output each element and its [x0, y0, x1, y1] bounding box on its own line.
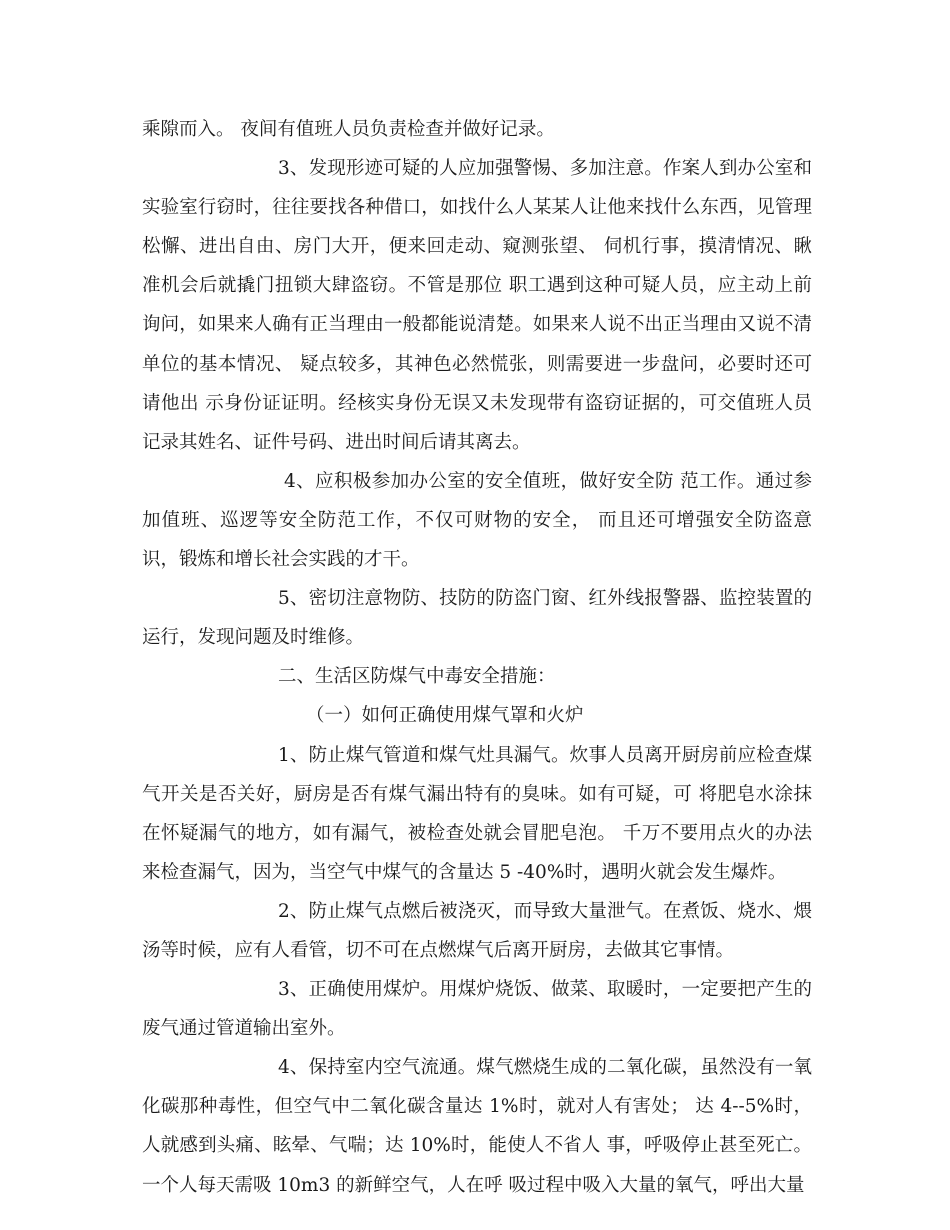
document-body: [142, 110, 812, 1205]
paragraph-continuation: 乘隙而入。 夜间有值班人员负责检查并做好记录。: [142, 119, 555, 140]
paragraph-gas-1: 1、防止煤气管道和煤气灶具漏气。炊事人员离开厨房前应检查煤气开关是否关好，厨房是否有煤气漏出特有的臭味。如有可疑，可 将肥皂水涂抹在怀疑漏气的地方，如有漏气，被检查处就会冒肥皂泡。 千万不要用点火的办法来检查漏气，因为，当空气中煤气的含量达 5 -40%时，遇明火就会发生爆炸。: [142, 744, 812, 883]
section-heading: 二、生活区防煤气中毒安全措施：: [278, 666, 556, 688]
paragraph-gas-4: 4、保持室内空气流通。煤气燃烧生成的二氧化碳，虽然没有一氧化碳那种毒性，但空气中二氧化碳含量达 1%时，就对人有害处； 达 4--5%时，人就感到头痛、眩晕、气喘；达 10%时，能使人不省人 事，呼吸停止甚至死亡。一个人每天需吸 10m3 的新鲜空气，人在呼 吸过程中吸入大量的氧气，呼出大量: [142, 1057, 812, 1196]
paragraph-gas-3: 3、正确使用煤炉。用煤炉烧饭、做菜、取暖时，一定要把产生的废气通过管道输出室外。: [142, 979, 812, 1040]
paragraph-gas-2: 2、防止煤气点燃后被浇灭，而导致大量泄气。在煮饭、烧水、煨汤等时候，应有人看管，切不可在点燃煤气后离开厨房，去做其它事情。: [142, 900, 812, 961]
paragraph-item-3: 3、发现形迹可疑的人应加强警惕、多加注意。作案人到办公室和实验室行窃时，往往要找各种借口，如找什么人某某人让他来找什么东西，见管理松懈、进出自由、房门大开，便来回走动、窥测张望、 伺机行事，摸清情况、瞅准机会后就撬门扭锁大肆盗窃。不管是那位 职工遇到这种可疑人员，应主动上前询问，如果来人确有正当理由一般都能说清楚。如果来人说不出正当理由又说不清单位的基本情况、 疑点较多，其神色必然慌张，则需要进一步盘问，必要时还可请他出 示身份证证明。经核实身份无误又未发现带有盗窃证据的，可交值班人员记录其姓名、证件号码、进出时间后请其离去。: [142, 158, 812, 453]
paragraph-item-5: 5、密切注意物防、技防的防盗门窗、红外线报警器、监控装置的运行，发现问题及时维修。: [142, 588, 812, 649]
subsection-heading: （一）如何正确使用煤气罩和火炉: [306, 705, 584, 727]
paragraph-item-4: 4、应积极参加办公室的安全值班，做好安全防 范工作。通过参加值班、巡逻等安全防范工作，不仅可财物的安全， 而且还可增强安全防盗意识，锻炼和增长社会实践的才干。: [142, 470, 812, 571]
